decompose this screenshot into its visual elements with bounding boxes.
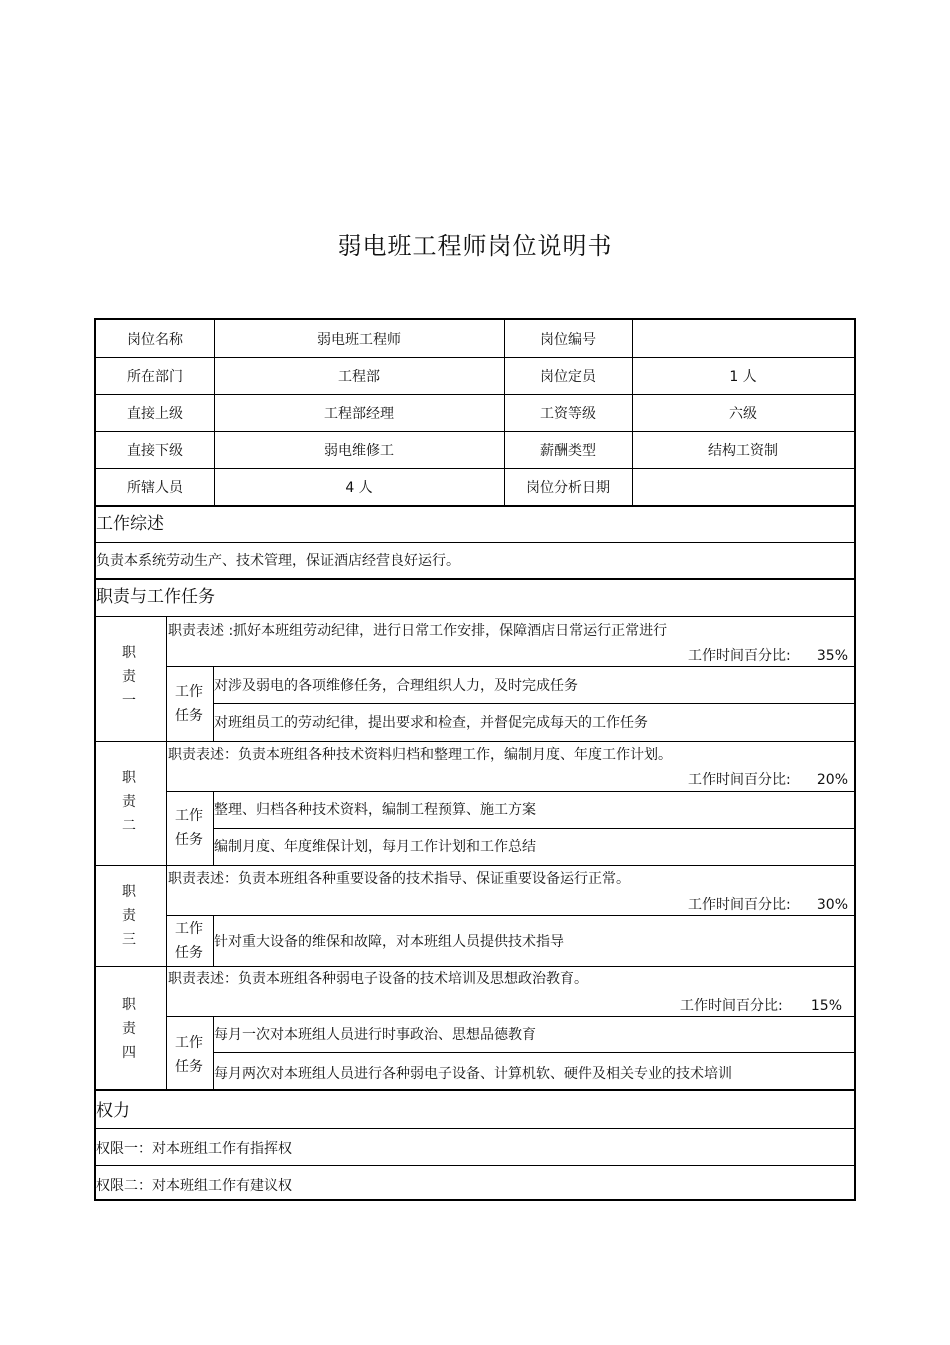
- grid-line: [96, 966, 854, 967]
- info-label: 岗位名称: [127, 331, 183, 348]
- duty-label: 职 责 二: [122, 770, 136, 834]
- grid-line: [96, 1089, 854, 1091]
- task-item: 每月两次对本班组人员进行各种弱电子设备、计算机软、硬件及相关专业的技术培训: [214, 1066, 732, 1082]
- grid-line: [96, 542, 854, 543]
- duty-description: 职责表述 :抓好本班组劳动纪律，进行日常工作安排，保障酒店日常运行正常进行: [168, 623, 668, 639]
- duty-description: 职责表述：负责本班组各种重要设备的技术指导、保证重要设备运行正常。: [168, 871, 630, 887]
- grid-line: [96, 1165, 854, 1166]
- time-percent-label: 工作时间百分比:: [688, 772, 791, 788]
- task-label: 工作 任务: [175, 684, 203, 724]
- task-label: 工作 任务: [175, 1035, 203, 1075]
- info-value: [632, 320, 854, 357]
- task-item: 对班组员工的劳动纪律，提出要求和检查，并督促完成每天的工作任务: [214, 715, 648, 731]
- duty-description: 职责表述：负责本班组各种弱电子设备的技术培训及思想政治教育。: [168, 971, 588, 987]
- time-percent-value: 35%: [816, 648, 848, 664]
- info-label: 岗位编号: [540, 331, 596, 348]
- grid-line: [96, 505, 854, 507]
- info-label: 所在部门: [127, 368, 183, 385]
- grid-line: [96, 741, 854, 742]
- info-value: 1 人: [729, 368, 757, 385]
- info-value: 结构工资制: [708, 442, 778, 459]
- task-item: 编制月度、年度维保计划，每月工作计划和工作总结: [214, 839, 536, 855]
- info-value: 六级: [729, 405, 757, 422]
- grid-line: [96, 578, 854, 580]
- task-item: 每月一次对本班组人员进行时事政治、思想品德教育: [214, 1027, 536, 1043]
- grid-line: [96, 1128, 854, 1129]
- duties-heading: 职责与工作任务: [96, 587, 215, 607]
- task-label: 工作 任务: [175, 808, 203, 848]
- info-label: 工资等级: [540, 405, 596, 422]
- time-percent-label: 工作时间百分比:: [688, 897, 791, 913]
- time-percent-label: 工作时间百分比:: [688, 648, 791, 664]
- grid-line: [213, 703, 854, 704]
- info-label: 直接下级: [127, 442, 183, 459]
- duty-label: 职 责 一: [122, 645, 136, 709]
- job-description-table: [94, 318, 856, 1201]
- info-value: 工程部经理: [324, 405, 394, 422]
- info-label: 所辖人员: [127, 479, 183, 496]
- time-percent-value: 20%: [816, 772, 848, 788]
- info-label: 直接上级: [127, 405, 183, 422]
- grid-line: [213, 1052, 854, 1053]
- grid-line: [213, 828, 854, 829]
- info-value: 弱电维修工: [324, 442, 394, 459]
- grid-line: [166, 791, 854, 792]
- info-value: [632, 468, 854, 505]
- grid-line: [166, 616, 167, 1090]
- summary-text: 负责本系统劳动生产、技术管理，保证酒店经营良好运行。: [96, 553, 460, 569]
- duty-description: 职责表述：负责本班组各种技术资料归档和整理工作，编制月度、年度工作计划。: [168, 747, 672, 763]
- task-item: 整理、归档各种技术资料，编制工程预算、施工方案: [214, 802, 536, 818]
- authority-item: 权限一：对本班组工作有指挥权: [96, 1141, 292, 1157]
- time-percent-value: 30%: [816, 897, 848, 913]
- time-percent-label: 工作时间百分比:: [680, 998, 783, 1014]
- task-label: 工作 任务: [175, 921, 203, 961]
- grid-line: [166, 1016, 854, 1017]
- page-title: 弱电班工程师岗位说明书: [337, 232, 613, 260]
- time-percent-value: 15%: [810, 998, 842, 1014]
- info-value: 工程部: [338, 368, 380, 385]
- info-value: 弱电班工程师: [317, 331, 401, 348]
- task-item: 对涉及弱电的各项维修任务，合理组织人力，及时完成任务: [214, 678, 578, 694]
- grid-line: [166, 666, 854, 667]
- authority-heading: 权力: [96, 1101, 130, 1121]
- info-label: 岗位分析日期: [526, 479, 610, 496]
- duty-label: 职 责 四: [122, 997, 136, 1061]
- authority-item: 权限二：对本班组工作有建议权: [96, 1178, 292, 1194]
- grid-line: [96, 865, 854, 866]
- task-item: 针对重大设备的维保和故障，对本班组人员提供技术指导: [214, 934, 564, 950]
- info-label: 岗位定员: [540, 368, 596, 385]
- info-value: 4 人: [345, 479, 373, 496]
- grid-line: [166, 915, 854, 916]
- info-label: 薪酬类型: [540, 442, 596, 459]
- grid-line: [96, 616, 854, 617]
- duty-label: 职 责 三: [122, 884, 136, 948]
- summary-heading: 工作综述: [96, 514, 164, 534]
